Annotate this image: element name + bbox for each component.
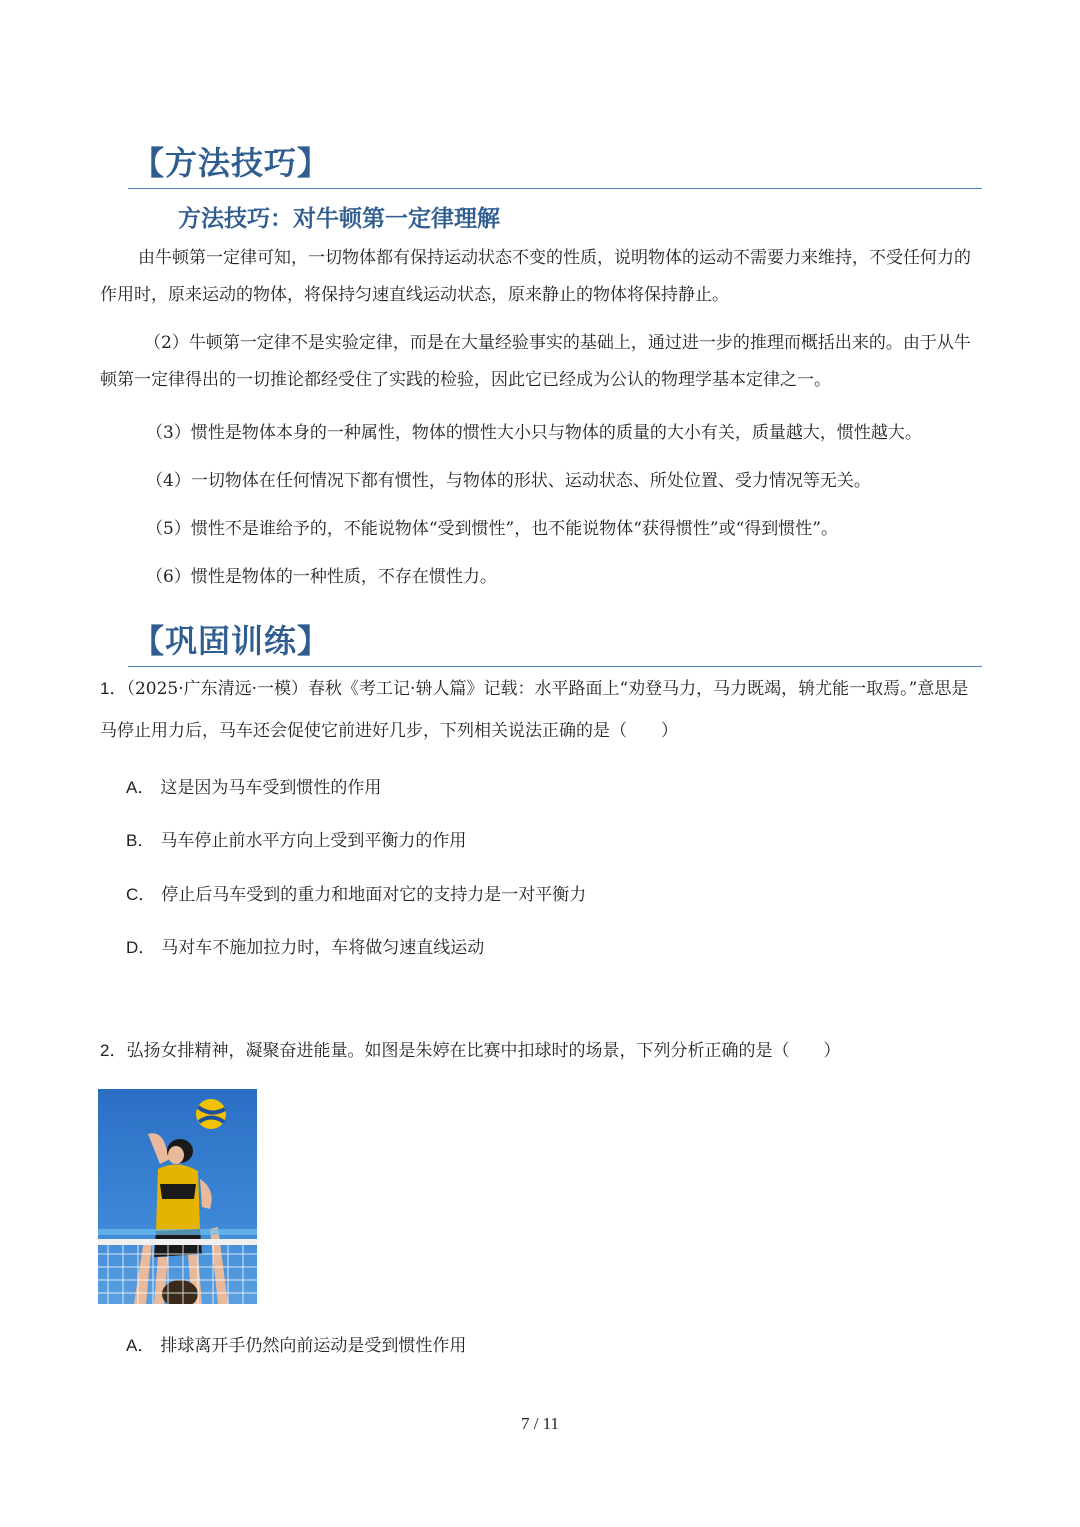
section-title-methods: 【方法技巧】 [132, 144, 331, 182]
question-text: 弘扬女排精神，凝聚奋进能量。如图是朱婷在比赛中扣球时的场景，下列分析正确的是（ ） [126, 1041, 841, 1061]
point-item: （3）惯性是物体本身的一种属性，物体的惯性大小只与物体的质量的大小有关，质量越大，惯性越大。 [146, 423, 922, 443]
option-a [126, 773, 381, 798]
option-text: 这是因为马车受到惯性的作用 [160, 778, 382, 798]
intro-paragraph: 由牛顿第一定律可知，一切物体都有保持运动状态不变的性质，说明物体的运动不需要力来维持，不受任何力的作用时，原来运动的物体，将保持匀速直线运动状态，原来静止的物体将保持静止。 [100, 248, 971, 305]
point-item: （4）一切物体在任何情况下都有惯性，与物体的形状、运动状态、所处位置、受力情况等无关。 [146, 471, 871, 491]
option-letter: A． [126, 1336, 155, 1355]
option-d [126, 933, 484, 958]
option-text: 排球离开手仍然向前运动是受到惯性作用 [160, 1336, 467, 1356]
section-title-practice: 【巩固训练】 [132, 622, 331, 660]
section-divider [128, 666, 982, 667]
option-a [126, 1331, 466, 1356]
question-text: （2025·广东清远·一模）春秋《考工记·辀人篇》记载：水平路面上“劝登马力，马力既竭，辀尤能一取焉。”意思是马停止用力后，马车还会促使它前进好几步，下列相关说法正确的是（ ） [100, 679, 969, 741]
option-c [126, 880, 586, 905]
option-letter: C． [126, 885, 156, 904]
option-text: 马车停止前水平方向上受到平衡力的作用 [160, 831, 467, 851]
point-item: （6）惯性是物体的一种性质，不存在惯性力。 [146, 567, 497, 587]
point-2-paragraph: （2）牛顿第一定律不是实验定律，而是在大量经验事实的基础上，通过进一步的推理而概括出来的。由于从牛顿第一定律得出的一切推论都经受住了实践的检验，因此它已经成为公认的物理学基本定律之一。 [100, 333, 971, 390]
option-letter: B． [126, 831, 155, 850]
question-1 [100, 668, 985, 752]
page-number: 7 / 11 [520, 1414, 560, 1433]
option-letter: D． [126, 938, 156, 957]
option-b [126, 826, 466, 851]
volleyball-photo [98, 1089, 257, 1304]
question-number: 1． [100, 679, 127, 698]
question-number: 2． [100, 1041, 127, 1060]
point-item: （5）惯性不是谁给予的，不能说物体“受到惯性”，也不能说物体“获得惯性”或“得到惯性”。 [146, 519, 838, 539]
option-letter: A． [126, 778, 155, 797]
option-text: 停止后马车受到的重力和地面对它的支持力是一对平衡力 [161, 885, 587, 905]
section-divider [128, 188, 982, 189]
option-text: 马对车不施加拉力时，车将做匀速直线运动 [161, 938, 485, 958]
question-2 [100, 1030, 985, 1072]
subsection-title: 方法技巧：对牛顿第一定律理解 [178, 205, 500, 232]
